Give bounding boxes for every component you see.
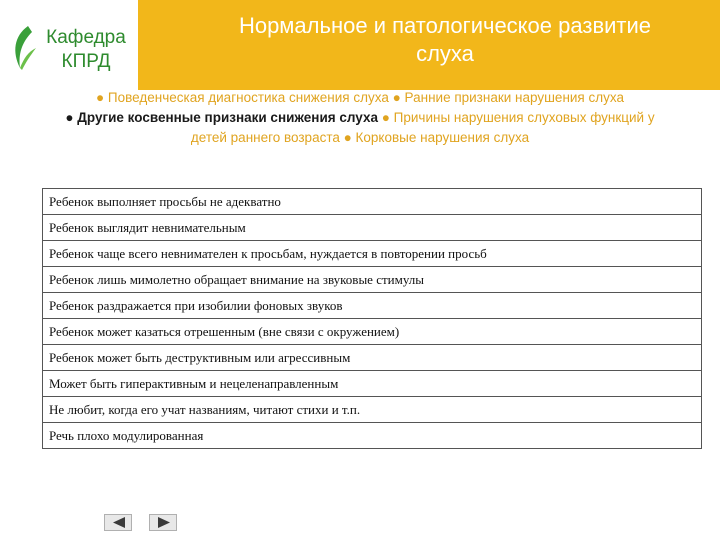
nav-bullet: ● — [343, 130, 352, 145]
table-cell: Ребенок выглядит невнимательным — [43, 215, 702, 241]
logo-line-1: Кафедра — [46, 27, 126, 48]
nav-link-causes-cont[interactable]: детей раннего возраста — [190, 130, 344, 145]
logo-text — [36, 26, 136, 74]
table-cell: Ребенок выполняет просьбы не адекватно — [43, 189, 702, 215]
signs-table — [42, 188, 702, 449]
table-cell: Ребенок раздражается при изобилии фоновых звуков — [43, 293, 702, 319]
nav-bullet: ● — [392, 90, 401, 105]
table-row — [43, 215, 702, 241]
table-cell: Не любит, когда его учат названиям, читают стихи и т.п. — [43, 397, 702, 423]
right-triangle-icon — [157, 517, 171, 528]
table-row — [43, 371, 702, 397]
page-title-line-2: слуха — [416, 41, 474, 66]
nav-link-early-signs[interactable]: Ранние признаки нарушения слуха — [404, 90, 624, 105]
logo-line-2: КПРД — [61, 51, 111, 72]
table-cell: Ребенок может казаться отрешенным (вне связи с окружением) — [43, 319, 702, 345]
table-row — [43, 397, 702, 423]
nav-bullet: ● — [381, 110, 390, 125]
logo — [0, 0, 138, 90]
table-row — [43, 189, 702, 215]
table-row — [43, 293, 702, 319]
page-title — [200, 12, 690, 68]
table-row — [43, 241, 702, 267]
table-cell: Ребенок лишь мимолетно обращает внимание на звуковые стимулы — [43, 267, 702, 293]
table-row — [43, 267, 702, 293]
nav-link-behavioral[interactable]: Поведенческая диагностика снижения слуха — [107, 90, 389, 105]
nav-bullet: ● — [96, 90, 105, 105]
prev-slide-button[interactable] — [104, 514, 132, 531]
nav-link-causes[interactable]: Причины нарушения слуховых функций у — [393, 110, 655, 125]
table-cell: Ребенок может быть деструктивным или агрессивным — [43, 345, 702, 371]
nav-link-other-signs[interactable]: Другие косвенные признаки снижения слуха — [77, 110, 378, 125]
table-row — [43, 319, 702, 345]
table-cell: Речь плохо модулированная — [43, 423, 702, 449]
table-row — [43, 345, 702, 371]
nav-link-cortical[interactable]: Корковые нарушения слуха — [355, 130, 530, 145]
left-triangle-icon — [112, 517, 126, 528]
slide-navigation — [104, 514, 190, 532]
next-slide-button[interactable] — [149, 514, 177, 531]
nav-bullet-active: ● — [65, 110, 74, 125]
table-cell: Может быть гиперактивным и нецеленаправленным — [43, 371, 702, 397]
table-cell: Ребенок чаще всего невнимателен к просьбам, нуждается в повторении просьб — [43, 241, 702, 267]
table-row — [43, 423, 702, 449]
page-title-line-1: Нормальное и патологическое развитие — [238, 13, 652, 38]
section-nav — [0, 88, 720, 148]
